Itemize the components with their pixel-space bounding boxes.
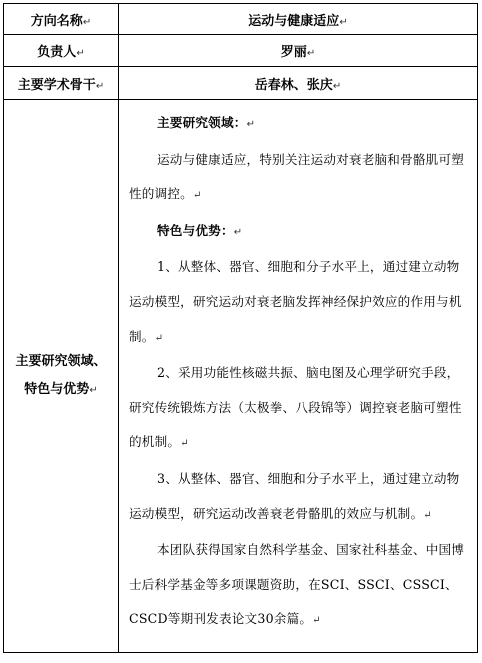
value-cell — [119, 35, 478, 67]
label-cell — [4, 67, 119, 100]
label-cell — [4, 35, 119, 67]
section-heading — [129, 106, 469, 143]
paragraph-mark: ↵ — [154, 332, 164, 344]
label-leader: 负责人 — [37, 45, 77, 60]
paragraph-mark: ↵ — [89, 384, 98, 396]
paragraph-text: 特色与优势： — [157, 222, 234, 238]
research-content — [129, 106, 469, 639]
paragraph-text: 1、从整体、器官、细胞和分子水平上，通过建立动物运动模型，研究运动对衰老脑发挥神经保护效应的作用与机制。 — [129, 259, 462, 344]
table-row — [4, 67, 478, 100]
paragraph-mark: ↵ — [246, 119, 256, 130]
paragraph-mark: ↵ — [306, 48, 316, 59]
paragraph — [129, 533, 469, 639]
value-cell — [119, 67, 478, 100]
paragraph-text: 3、从整体、器官、细胞和分子水平上，通过建立动物运动模型，研究运动改善衰老骨骼肌的效应与机制。 — [129, 470, 460, 521]
section-heading — [129, 214, 469, 251]
paragraph-mark: ↵ — [312, 615, 321, 627]
paragraph-text: 本团队获得国家自然科学基金、国家社科基金、中国博士后科学基金等多项课题资助，在SCI、SSCI、CSSCI、CSCD等期刊发表论文30余篇。 — [129, 542, 465, 627]
info-table — [3, 3, 478, 653]
table-row — [4, 35, 478, 67]
paragraph — [129, 462, 469, 533]
paragraph-mark: ↵ — [339, 16, 348, 28]
label-research-line1: 主要研究领域、 — [15, 353, 107, 369]
value-key-members: 岳春林、张庆 — [254, 77, 333, 93]
value-cell — [119, 4, 478, 35]
paragraph-text: 运动与健康适应，特别关注运动对衰老脑和骨骼肌可塑性的调控。 — [129, 151, 465, 202]
label-research-line2: 特色与优势↵ — [24, 381, 98, 397]
value-leader: 罗丽 — [280, 45, 307, 60]
value-direction-name: 运动与健康适应 — [248, 13, 340, 29]
paragraph-text: 2、采用功能性核磁共振、脑电图及心理学研究手段，研究传统锻炼方法（太极拳、八段锦等）调控衰老脑可塑性的机制。 — [129, 365, 462, 450]
paragraph-mark: ↵ — [332, 80, 342, 92]
paragraph — [129, 250, 469, 356]
paragraph-mark: ↵ — [82, 16, 92, 28]
label-key-members: 主要学术骨干 — [17, 77, 96, 93]
label-direction-name: 方向名称 — [30, 13, 83, 29]
table-row — [4, 4, 478, 35]
paragraph — [129, 356, 469, 462]
paragraph-mark: ↵ — [76, 48, 85, 59]
table-row — [4, 100, 478, 653]
research-content-cell — [119, 100, 478, 653]
paragraph-mark: ↵ — [180, 438, 189, 450]
paragraph-mark: ↵ — [192, 190, 202, 202]
paragraph-mark: ↵ — [233, 226, 243, 238]
paragraph-mark: ↵ — [423, 509, 432, 521]
paragraph-mark: ↵ — [95, 80, 105, 92]
label-cell — [4, 100, 119, 653]
paragraph — [129, 143, 469, 214]
paragraph-text: 主要研究领域： — [157, 115, 247, 130]
label-cell — [4, 4, 119, 35]
